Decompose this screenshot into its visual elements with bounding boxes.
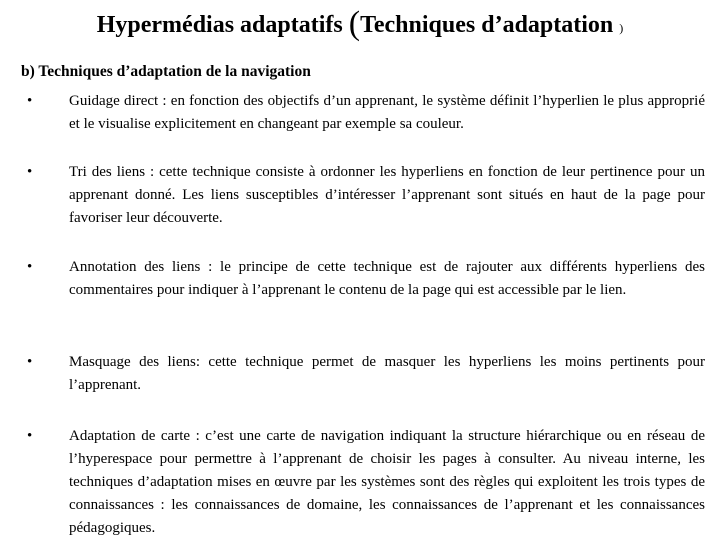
- title-main: Hypermédias adaptatifs: [96, 12, 349, 38]
- bullet-text: Adaptation de carte : c’est une carte de navigation indiquant la structure hiérarchique ou en réseau de l’hyperespace pour permettre à l’apprenant de choisir les pages à consulter. Au niveau interne, les techniques d’adaptation mises en œuvre par les systèmes sont des règles qui exploitent les trois types de connaissances : les connaissances de domaine, les connaissances de l’apprenant et les connaissances pédagogiques.: [69, 428, 705, 536]
- section-heading: b) Techniques d’adaptation de la navigation: [21, 63, 311, 80]
- title-paren-open: (: [348, 5, 361, 42]
- bullet-text: Tri des liens : cette technique consiste à ordonner les hyperliens en fonction de leur pertinence pour un apprenant donné. Les liens susceptibles d’intéresser l’apprenant sont situés en haut de la page pour favoriser leur découverte.: [69, 164, 705, 226]
- bullet-text: Masquage des liens: cette technique permet de masquer les hyperliens les moins pertinents pour l’apprenant.: [69, 354, 705, 393]
- bullet-dot-icon: •: [27, 164, 33, 180]
- bullet-text: Guidage direct : en fonction des objectifs d’un apprenant, le système définit l’hyperlien le plus approprié et le visualise explicitement en changeant par exemple sa couleur.: [69, 93, 705, 132]
- bullet-dot-icon: •: [27, 428, 33, 444]
- bullet-dot-icon: •: [27, 259, 33, 275]
- title-inner: Techniques d’adaptation: [360, 12, 620, 38]
- title-paren-close: ): [619, 21, 624, 35]
- bullet-text: Annotation des liens : le principe de cette technique est de rajouter aux différents hyperliens des commentaires pour indiquer à l’apprenant le contenu de la page qui est accessible par le lien.: [69, 259, 705, 298]
- slide-title: [0, 4, 720, 48]
- bullet-dot-icon: •: [27, 93, 33, 109]
- bullet-dot-icon: •: [27, 354, 33, 370]
